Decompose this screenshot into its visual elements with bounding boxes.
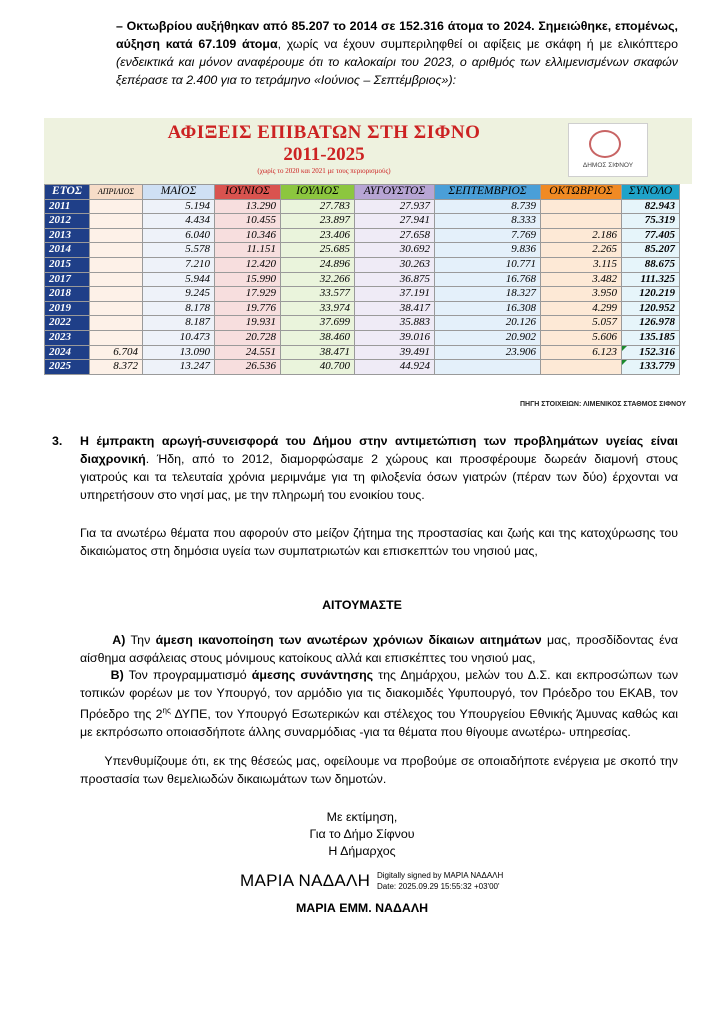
table-cell: [90, 199, 143, 214]
row-total: 120.952: [622, 301, 680, 316]
table-cell: 13.247: [143, 360, 215, 375]
point-b-text-2: της Δημάρχου, μελών του Δ.Σ. και εκπροσώπων των τοπικών φορέων με τον Υπουργό, τον αρμόδιο για τις διακομιδές Υφυπουργό, τον Πρόεδρο του ΕΚΑΒ, τον Πρόεδρο της 2: [80, 668, 679, 722]
section-3-text: . Ήδη, από το 2012, διαμορφώσαμε 2 χώρους και προσφέρουμε δωρεάν διαμονή στους γιατρούς και τα τελευταία χρόνια μεριμνάμε για τη φιλοξενία όσων γιατρών (πέραν των δύο) έρχονται να υπηρετήσουν στο νησί μας, με την πληρωμή του ενοικίου τους.: [80, 452, 678, 502]
table-cell: [541, 199, 622, 214]
point-a-bold: άμεση ικανοποίηση των ανωτέρων χρόνιων δίκαιων αιτημάτων: [155, 633, 542, 647]
table-row: [45, 287, 680, 302]
table-cell: 19.776: [215, 301, 281, 316]
table-cell: 38.417: [355, 301, 435, 316]
table-cell: 10.771: [435, 257, 541, 272]
row-total: 82.943: [622, 199, 680, 214]
table-cell: [90, 301, 143, 316]
table-cell: 5.578: [143, 243, 215, 258]
table-cell: 5.057: [541, 316, 622, 331]
table-cell: 5.194: [143, 199, 215, 214]
table-row: [45, 243, 680, 258]
table-row: [45, 330, 680, 345]
row-total: 88.675: [622, 257, 680, 272]
table-cell: 16.768: [435, 272, 541, 287]
table-cell: 8.187: [143, 316, 215, 331]
table-cell: 6.704: [90, 345, 143, 360]
table-cell: 20.902: [435, 330, 541, 345]
row-year: 2011: [45, 199, 90, 214]
intro-italic: (ενδεικτικά και μόνον αναφέρουμε ότι το καλοκαίρι του 2023, ο αριθμός των ελλιμενισμένων σκαφών ξεπέρασε τα 2.400 για το τετράμηνο «Ιούνιος – Σεπτέμβριος»):: [116, 55, 678, 87]
point-b-superscript: ης: [162, 706, 171, 715]
table-cell: 37.191: [355, 287, 435, 302]
section-3-bold: Η έμπρακτη αρωγή-συνεισφορά του Δήμου στην αντιμετώπιση των προβλημάτων υγείας είναι διαχρονική: [80, 434, 678, 466]
table-cell: 33.577: [281, 287, 355, 302]
row-year: 2025: [45, 360, 90, 375]
table-source: ΠΗΓΗ ΣΤΟΙΧΕΙΩΝ: ΛΙΜΕΝΙΚΟΣ ΣΤΑΘΜΟΣ ΣΙΦΝΟΥ: [519, 401, 686, 408]
table-cell: 10.455: [215, 214, 281, 229]
table-cell: 37.699: [281, 316, 355, 331]
point-b-label: Β): [110, 668, 124, 682]
table-cell: 10.346: [215, 228, 281, 243]
table-cell: [541, 214, 622, 229]
table-cell: 12.420: [215, 257, 281, 272]
table-cell: 9.245: [143, 287, 215, 302]
row-year: 2018: [45, 287, 90, 302]
table-row: [45, 257, 680, 272]
table-row: [45, 199, 680, 214]
table-cell: 6.123: [541, 345, 622, 360]
table-cell: 20.728: [215, 330, 281, 345]
table-cell: 5.606: [541, 330, 622, 345]
table-cell: 3.115: [541, 257, 622, 272]
table-cell: 38.471: [281, 345, 355, 360]
logo-text: ΔΗΜΟΣ ΣΙΦΝΟΥ: [582, 162, 634, 169]
table-column-header: ΙΟΥΝΙΟΣ: [215, 185, 281, 200]
table-cell: 23.406: [281, 228, 355, 243]
table-column-header: ΕΤΟΣ: [45, 185, 90, 200]
table-cell: 18.327: [435, 287, 541, 302]
table-cell: 36.875: [355, 272, 435, 287]
request-heading: ΑΙΤΟΥΜΑΣΤΕ: [322, 598, 402, 612]
table-cell: 27.658: [355, 228, 435, 243]
table-row: [45, 316, 680, 331]
table-column-header: ΜΑΪΟΣ: [143, 185, 215, 200]
table-cell: 3.950: [541, 287, 622, 302]
table-cell: [90, 316, 143, 331]
table-cell: 40.700: [281, 360, 355, 375]
table-cell: 17.929: [215, 287, 281, 302]
row-total: 152.316: [622, 345, 680, 360]
table-cell: 32.266: [281, 272, 355, 287]
municipality-logo: [568, 123, 648, 177]
table-cell: [90, 243, 143, 258]
table-cell: 19.931: [215, 316, 281, 331]
closing-role: Η Δήμαρχος: [328, 844, 396, 858]
table-cell: 8.178: [143, 301, 215, 316]
closing-municipality: Για το Δήμο Σίφνου: [309, 827, 415, 841]
intro-paragraph: [116, 17, 678, 89]
reminder-text: Υπενθυμίζουμε ότι, εκ της θέσεώς μας, οφείλουμε να προβούμε σε οποιαδήποτε ενέργεια με σκοπό την προστασία των θεμελιωδών δικαιωμάτων των δημοτών.: [80, 754, 678, 786]
table-cell: 39.016: [355, 330, 435, 345]
row-year: 2017: [45, 272, 90, 287]
table-column-header: ΑΠΡΙΛΙΟΣ: [90, 185, 143, 200]
point-b-bold: άμεσης συνάντησης: [251, 668, 374, 682]
table-cell: [90, 287, 143, 302]
table-title: ΑΦΙΞΕΙΣ ΕΠΙΒΑΤΩΝ ΣΤΗ ΣΙΦΝΟ: [167, 122, 481, 143]
table-cell: [90, 330, 143, 345]
row-year: 2022: [45, 316, 90, 331]
row-total: 133.779: [622, 360, 680, 375]
table-row: [45, 360, 680, 375]
table-cell: 7.769: [435, 228, 541, 243]
table-row: [45, 301, 680, 316]
row-total: 111.325: [622, 272, 680, 287]
section-3-paragraph: [80, 432, 678, 504]
table-title-years: 2011-2025: [283, 144, 365, 165]
point-a-label: Α): [112, 633, 126, 647]
table-cell: 11.151: [215, 243, 281, 258]
table-cell: 27.937: [355, 199, 435, 214]
table-cell: 38.460: [281, 330, 355, 345]
table-cell: 39.491: [355, 345, 435, 360]
table-row: [45, 345, 680, 360]
table-cell: 8.739: [435, 199, 541, 214]
row-year: 2023: [45, 330, 90, 345]
section-number: 3.: [52, 434, 63, 448]
table-cell: 10.473: [143, 330, 215, 345]
row-total: 126.978: [622, 316, 680, 331]
table-cell: 24.551: [215, 345, 281, 360]
reminder-paragraph: [80, 752, 678, 788]
table-row: [45, 228, 680, 243]
row-year: 2024: [45, 345, 90, 360]
table-cell: [90, 228, 143, 243]
table-cell: 4.299: [541, 301, 622, 316]
table-cell: 9.836: [435, 243, 541, 258]
table-cell: 2.265: [541, 243, 622, 258]
signatory-full-name: ΜΑΡΙΑ ΕΜΜ. ΝΑΔΑΛΗ: [295, 901, 429, 915]
point-a-text-2: μας, προσδίδοντας ένα αίσθημα ασφάλειας στους μόνιμους κατοίκους αλλά και επισκέπτες του νησιού μας,: [80, 633, 678, 665]
table-cell: 30.263: [355, 257, 435, 272]
table-cell: 16.308: [435, 301, 541, 316]
table-cell: [541, 360, 622, 375]
table-header-banner: [44, 118, 692, 184]
table-cell: [90, 257, 143, 272]
passenger-arrivals-table-image: [44, 118, 692, 412]
protection-paragraph: Για τα ανωτέρω θέματα που αφορούν στο μείζον ζήτημα της προστασίας και ζωής και της κατοχύρωσης του δικαιώματος στη δημόσια υγεία των συμπατριωτών και επισκεπτών του νησιού μας,: [80, 526, 678, 558]
table-cell: 8.333: [435, 214, 541, 229]
row-total: 77.405: [622, 228, 680, 243]
table-cell: 33.974: [281, 301, 355, 316]
table-cell: 4.434: [143, 214, 215, 229]
arrivals-table: [44, 184, 680, 375]
table-cell: 20.126: [435, 316, 541, 331]
table-cell: 27.941: [355, 214, 435, 229]
digital-signature-signer: Digitally signed by ΜΑΡΙΑ ΝΑΔΑΛΗ: [377, 871, 504, 880]
table-cell: [90, 214, 143, 229]
table-row: [45, 214, 680, 229]
table-cell: 6.040: [143, 228, 215, 243]
point-a-paragraph: [80, 631, 678, 667]
logo-emblem-icon: [589, 130, 621, 158]
table-row: [45, 272, 680, 287]
row-total: 120.219: [622, 287, 680, 302]
point-a-text-1: Την: [125, 633, 156, 647]
row-total: 135.185: [622, 330, 680, 345]
closing-greeting: Με εκτίμηση,: [326, 810, 398, 824]
table-cell: 23.897: [281, 214, 355, 229]
table-header-row: [45, 185, 680, 200]
table-cell: 23.906: [435, 345, 541, 360]
table-cell: 26.536: [215, 360, 281, 375]
table-cell: 44.924: [355, 360, 435, 375]
row-year: 2014: [45, 243, 90, 258]
intro-dash: –: [116, 19, 127, 33]
point-b-paragraph: [80, 666, 678, 741]
intro-text: , χωρίς να έχουν συμπεριληφθεί οι αφίξεις με σκάφη ή με ελικόπτερο: [277, 37, 678, 51]
row-year: 2013: [45, 228, 90, 243]
table-cell: 5.944: [143, 272, 215, 287]
row-year: 2015: [45, 257, 90, 272]
table-cell: 8.372: [90, 360, 143, 375]
table-cell: 25.685: [281, 243, 355, 258]
table-cell: [90, 272, 143, 287]
table-column-header: ΣΕΠΤΕΜΒΡΙΟΣ: [435, 185, 541, 200]
table-cell: 13.090: [143, 345, 215, 360]
row-total: 75.319: [622, 214, 680, 229]
row-year: 2012: [45, 214, 90, 229]
table-cell: 30.692: [355, 243, 435, 258]
signature-name: ΜΑΡΙΑ ΝΑΔΑΛΗ: [240, 871, 371, 890]
table-cell: [435, 360, 541, 375]
table-cell: 13.290: [215, 199, 281, 214]
table-cell: 24.896: [281, 257, 355, 272]
table-cell: 3.482: [541, 272, 622, 287]
table-cell: 27.783: [281, 199, 355, 214]
point-b-text-1: Τον προγραμματισμό: [123, 668, 252, 682]
digital-signature-date: Date: 2025.09.29 15:55:32 +03'00': [377, 882, 500, 891]
table-subtitle: (χωρίς το 2020 και 2021 με τους περιορισμούς): [257, 167, 391, 175]
row-year: 2019: [45, 301, 90, 316]
table-column-header: ΣΥΝΟΛΟ: [622, 185, 680, 200]
point-b-text-3: ΔΥΠΕ, τον Υπουργό Εσωτερικών και στέλεχος του Υπουργείου Εθνικής Άμυνας καθώς και με εκπρόσωπο οποιασδήποτε άλλης συναρμόδιας -για τα θέματα που θίγουμε ανωτέρω- υπηρεσίας.: [80, 707, 678, 740]
table-column-header: ΑΥΓΟΥΣΤΟΣ: [355, 185, 435, 200]
row-total: 85.207: [622, 243, 680, 258]
intro-bold: Οκτωβρίου αυξήθηκαν από 85.207 το 2014 σε 152.316 άτομα το 2024. Σημειώθηκε, επομένως, αύξηση κατά 67.109 άτομα: [116, 19, 678, 51]
table-cell: 35.883: [355, 316, 435, 331]
table-cell: 15.990: [215, 272, 281, 287]
table-column-header: ΙΟΥΛΙΟΣ: [281, 185, 355, 200]
table-cell: 7.210: [143, 257, 215, 272]
table-cell: 2.186: [541, 228, 622, 243]
table-column-header: ΟΚΤΩΒΡΙΟΣ: [541, 185, 622, 200]
